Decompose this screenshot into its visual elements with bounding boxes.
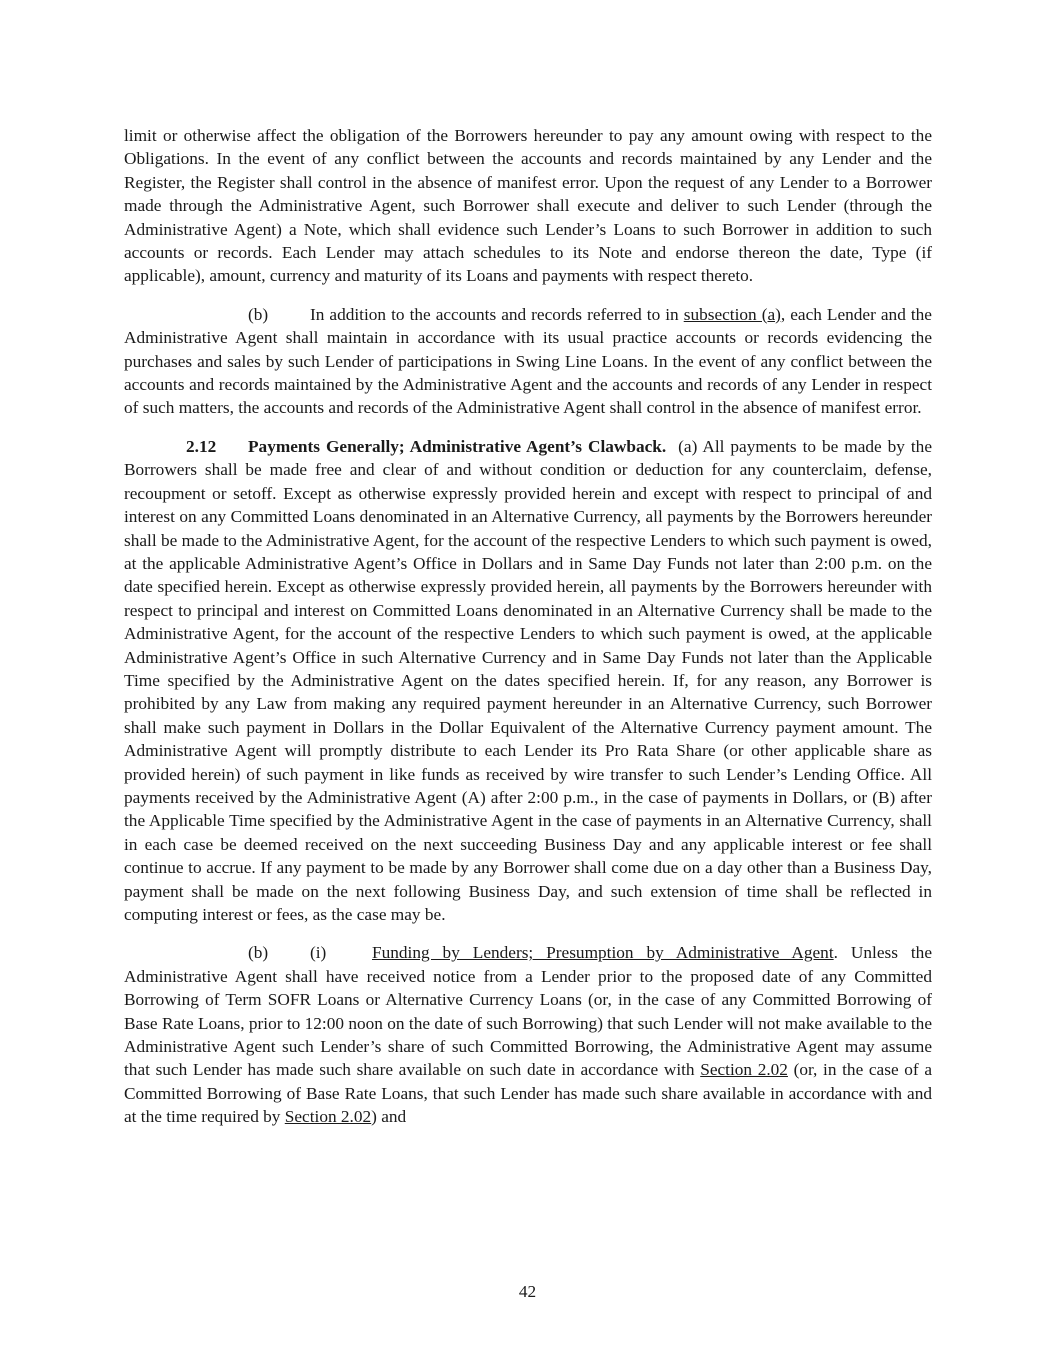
section-2-12: [124, 435, 932, 927]
paragraph-b: [124, 303, 932, 420]
paragraph-b-i: [124, 941, 932, 1128]
section-number: 2.12: [186, 436, 217, 456]
subsection-a-reference: subsection (a): [683, 304, 781, 324]
paragraph-b-text-after: , each Lender and the Administrative Agent shall maintain in accordance with its usual practice accounts or records evidencing the purchases and sales by such Lender of participations in Swing Line Loans. In the event of any conflict between the accounts and records maintained by the Administrative Agent and the accounts and records of any Lender in respect of such matters, the accounts and records of the Administrative Agent shall control in the absence of manifest error.: [124, 304, 932, 418]
section-title: Payments Generally; Administrative Agent’s Clawback.: [248, 436, 667, 456]
clause-heading: Funding by Lenders; Presumption by Administrative Agent: [372, 943, 834, 963]
paragraph-b-i-text-1: . Unless the Administrative Agent shall have received notice from a Lender prior to the proposed date of any Committed Borrowing of Term SOFR Loans or Alternative Currency Loans (or, in the case of any Committed Borrowing of Base Rate Loans, prior to 12:00 noon on the date of such Borrowing) that such Lender will not make available to the Administrative Agent such Lender’s share of such Committed Borrowing, the Administrative Agent may assume that such Lender has made such share available on such date in accordance with: [124, 943, 932, 1080]
paragraph-b-i-text-2: (or, in the case of a Committed Borrowing of Base Rate Loans, that such Lender has made such share available in accordance with and at the time required by: [124, 1060, 932, 1127]
section-2-12-text: (a) All payments to be made by the Borrowers shall be made free and clear of and without condition or deduction for any counterclaim, defense, recoupment or setoff. Except as otherwise expressly provided herein and except with respect to principal of and interest on any Committed Loans denominated in an Alternative Currency, all payments by the Borrowers hereunder shall be made to the Administrative Agent, for the account of the respective Lenders to which such payment is owed, at the applicable Administrative Agent’s Office in Dollars and in Same Day Funds not later than 2:00 p.m. on the date specified herein. Except as otherwise expressly provided herein, all payments by the Borrowers hereunder with respect to principal and interest on Committed Loans denominated in an Alternative Currency shall be made to the Administrative Agent, for the account of the respective Lenders to which such payment is owed, at the applicable Administrative Agent’s Office in such Alternative Currency and in Same Day Funds not later than the Applicable Time specified by the Administrative Agent on the dates specified herein. If, for any reason, any Borrower is prohibited by any Law from making any required payment hereunder in an Alternative Currency, such Borrower shall make such payment in Dollars in the Dollar Equivalent of the Alternative Currency payment amount. The Administrative Agent will promptly distribute to each Lender its Pro Rata Share (or other applicable share as provided herein) of such payment in like funds as received by wire transfer to such Lender’s Lending Office. All payments received by the Administrative Agent (A) after 2:00 p.m., in the case of payments in Dollars, or (B) after the Applicable Time specified by the Administrative Agent in the case of payments in an Alternative Currency, shall in each case be deemed received on the next succeeding Business Day and any applicable interest or fee shall continue to accrue. If any payment to be made by any Borrower shall come due on a day other than a Business Day, payment shall be made on the next following Business Day, and such extension of time shall be reflected in computing interest or fees, as the case may be.: [124, 436, 932, 924]
document-page: [124, 124, 932, 1129]
paragraph-b-text-before: In addition to the accounts and records referred to in: [310, 304, 684, 324]
paragraph-b-i-text-3: ) and: [371, 1107, 407, 1127]
paragraph-intro: limit or otherwise affect the obligation of the Borrowers hereunder to pay any amount owing with respect to the Obligations. In the event of any conflict between the accounts and records maintained by any Lender and the Register, the Register shall control in the absence of manifest error. Upon the request of any Lender to a Borrower made through the Administrative Agent, such Borrower shall execute and deliver to such Lender (through the Administrative Agent) a Note, which shall evidence such Lender’s Loans to such Borrower in addition to such accounts or records. Each Lender may attach schedules to its Note and endorse thereon the date, Type (if applicable), amount, currency and maturity of its Loans and payments with respect thereto.: [124, 126, 932, 286]
section-2-02-reference: Section 2.02: [284, 1107, 372, 1127]
clause-marker-i: (i): [310, 943, 327, 963]
section-2-02-reference: Section 2.02: [700, 1060, 788, 1080]
clause-marker-b: (b): [248, 304, 269, 324]
clause-marker-b: (b): [248, 943, 269, 963]
page-number: 42: [518, 1282, 537, 1301]
